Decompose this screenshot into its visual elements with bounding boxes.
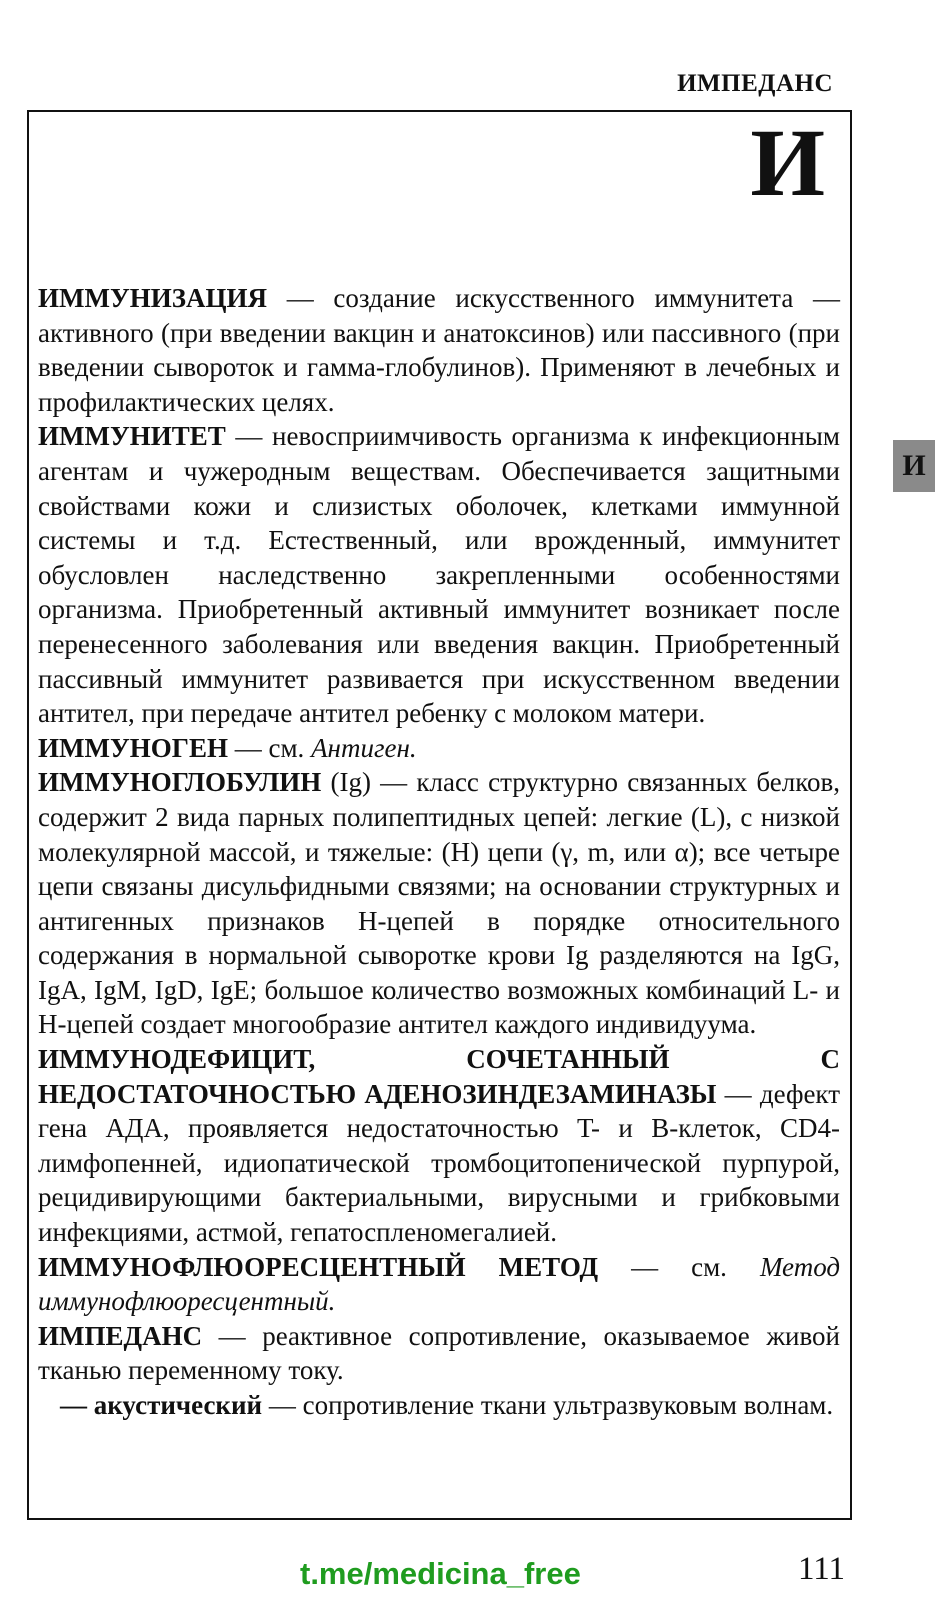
entry-term: ИММУНИЗАЦИЯ <box>38 283 268 313</box>
running-head: ИМПЕДАНС <box>677 70 833 97</box>
side-tab-letter: И <box>902 449 926 482</box>
entry-immunogen <box>38 731 840 766</box>
entry-definition: — см. <box>598 1251 760 1282</box>
section-letter: И <box>750 109 825 216</box>
entry-term: ИММУНОГЕН <box>38 732 228 763</box>
cross-reference: Метод иммунофлюоресцентный. <box>38 1251 840 1317</box>
entry-immunization <box>38 281 840 419</box>
entry-term: ИММУНОДЕФИЦИТ, СОЧЕТАННЫЙ С НЕДОСТАТОЧНОСТЬЮ АДЕНОЗИНДЕЗАМИНАЗЫ <box>38 1044 840 1109</box>
entry-term: ИМПЕДАНС <box>38 1320 203 1351</box>
sub-entry-acoustic <box>38 1388 840 1423</box>
entry-immunoglobulin <box>38 765 840 1042</box>
entry-definition: — дефект гена АДА, проявляется недостаточностью T- и B-клеток, CD4-лимфопенней, идиопатической тромбоцитопенической пурпурой, рецидивирующими бактериальными, вирусными и грибковыми инфекциями, астмой, гепатоспленомегалией. <box>38 1078 840 1248</box>
dictionary-entries <box>38 281 840 1423</box>
entry-definition: — реактивное сопротивление, оказываемое живой тканью переменному току. <box>38 1320 840 1386</box>
entry-term: ИММУНИТЕТ <box>38 421 226 452</box>
cross-reference: Антиген. <box>311 732 417 763</box>
page-number: 111 <box>798 1551 846 1587</box>
sub-entry-term: акустический <box>93 1390 263 1420</box>
entry-immunofluorescence <box>38 1250 840 1319</box>
entry-definition: — создание искусственного иммунитета — активного (при введении вакцин и анатоксинов) или пассивного (при введении сывороток и гамма-глобулинов). Применяют в лечебных и профилактических целях. <box>38 283 840 417</box>
footer-link[interactable]: t.me/medicina_free <box>300 1556 581 1591</box>
entry-impedance <box>38 1319 840 1388</box>
entry-definition: — см. <box>227 732 312 763</box>
entry-definition: (Ig) — класс структурно связанных белков, содержит 2 вида парных полипептидных цепей: легкие (L), с низкой молекулярной массой, и тяжелые: (H) цепи (γ, m, или α); все четыре цепи связаны дисульфидными связями; на основании структурных и антигенных признаков H-цепей в порядке относительного содержания в нормальной сыворотке крови Ig разделяются на IgG, IgA, IgM, IgD, IgE; большое количество возможных комбинаций L- и H-цепей создает многообразие антител каждого индивидуума. <box>38 767 840 1040</box>
entry-term: ИММУНОГЛОБУЛИН <box>38 767 322 798</box>
section-thumb-tab <box>893 440 935 492</box>
entry-immunity <box>38 419 840 730</box>
entry-term: ИММУНОФЛЮОРЕСЦЕНТНЫЙ МЕТОД <box>38 1251 599 1282</box>
sub-entry-definition: — сопротивление ткани ультразвуковым волнам. <box>262 1390 834 1420</box>
sub-entry-dash: — <box>60 1390 87 1420</box>
entry-definition: — невосприимчивость организма к инфекционным агентам и чужеродным веществам. Обеспечивается защитными свойствами кожи и слизистых оболочек, клетками иммунной системы и т.д. Естественный, или врожденный, иммунитет обусловлен наследственно закрепленными особенностями организма. Приобретенный активный иммунитет возникает после перенесенного заболевания или введения вакцин. Приобретенный пассивный иммунитет развивается при искусственном введении антител, при передаче антител ребенку с молоком матери. <box>38 421 840 729</box>
entry-immunodeficiency <box>38 1042 840 1250</box>
